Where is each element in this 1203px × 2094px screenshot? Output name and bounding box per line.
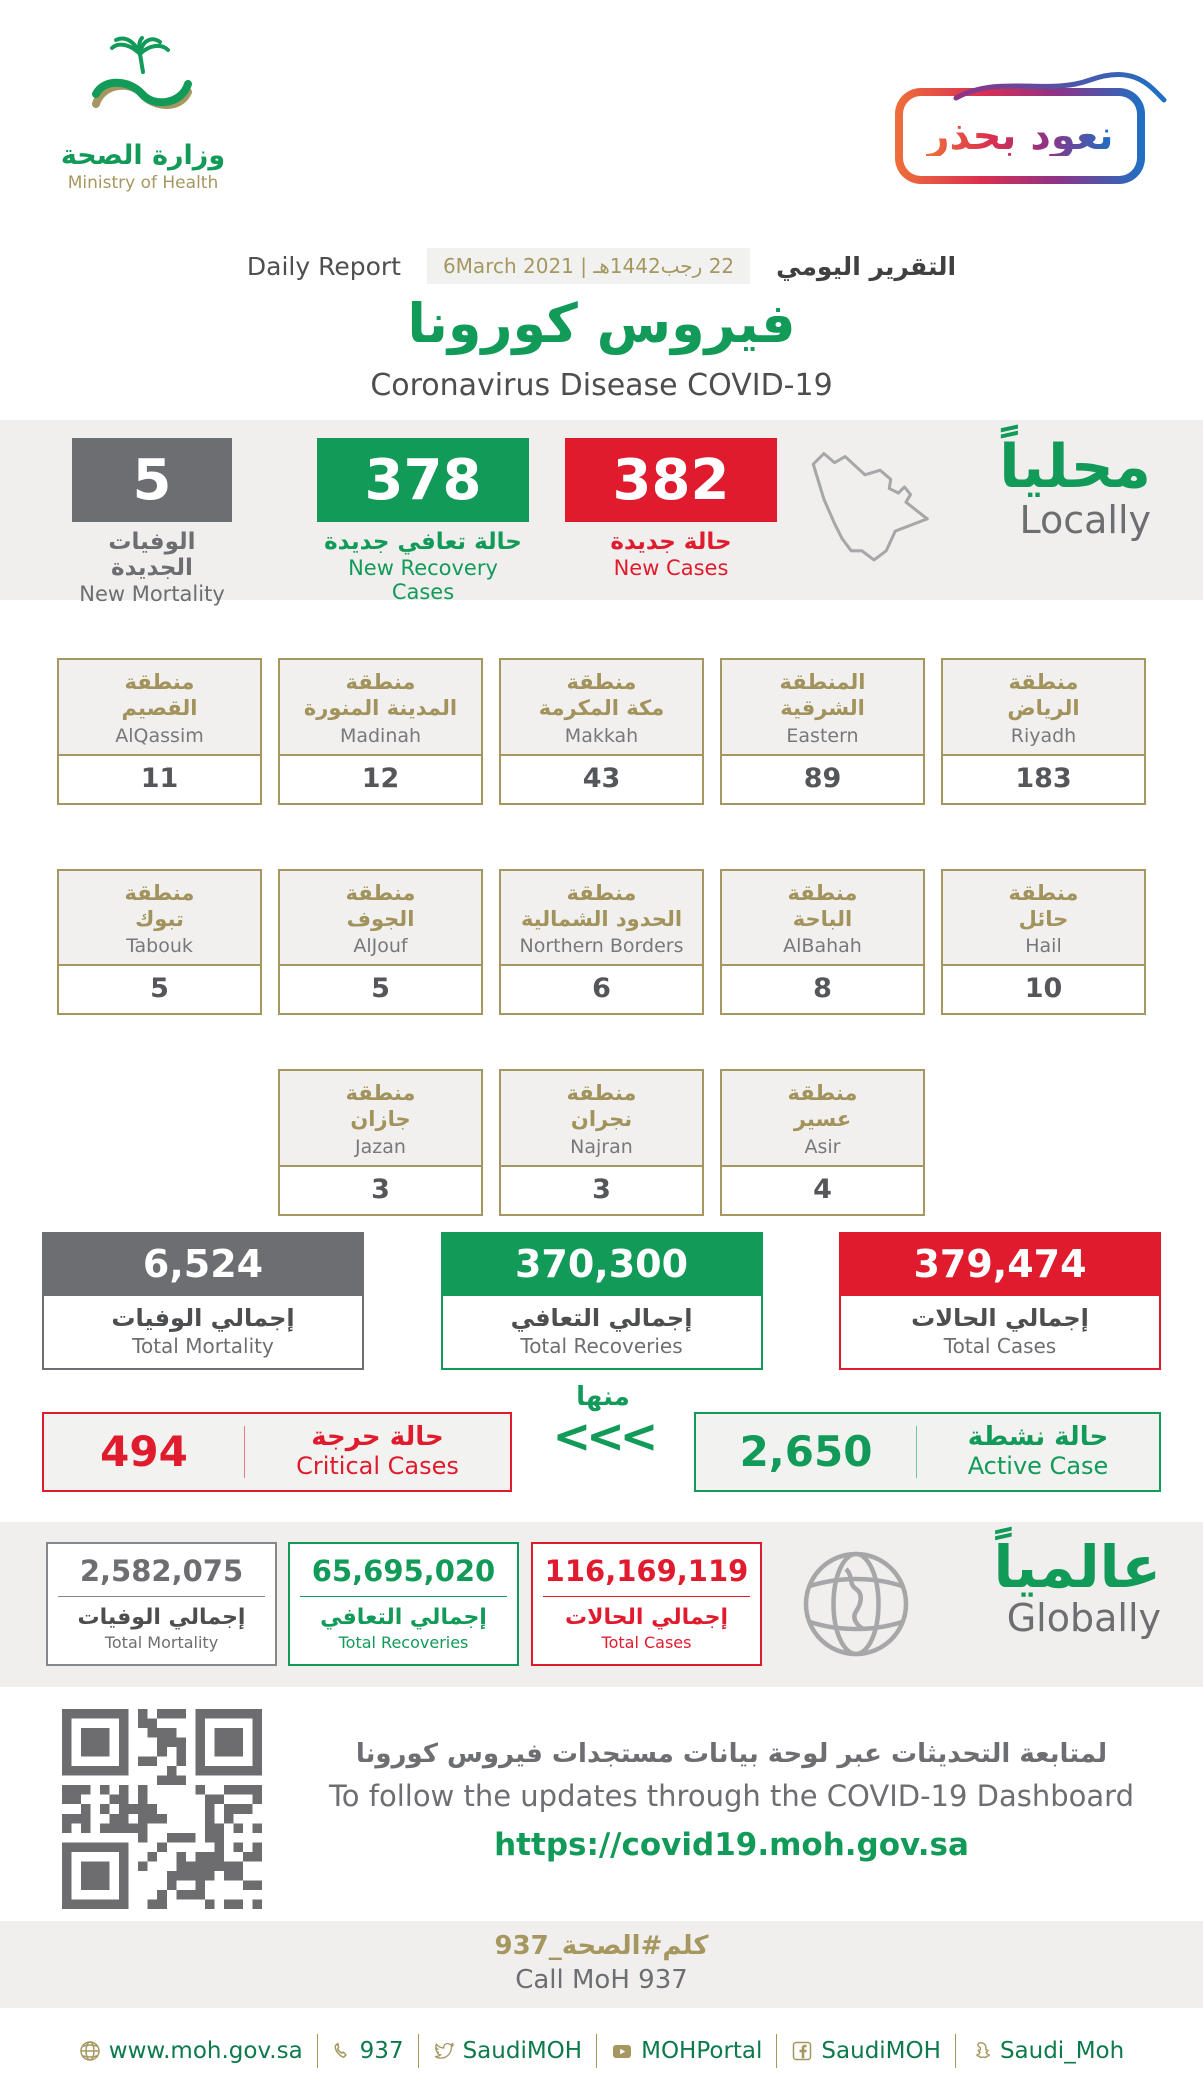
region-card-tabouk: [57, 869, 262, 1016]
region-value: 183: [943, 754, 1144, 803]
region-card-eastern: [720, 658, 925, 805]
region-ar-line1: منطقة: [1008, 670, 1079, 694]
locally-heading: [999, 434, 1151, 542]
phone-icon: [332, 2041, 352, 2061]
total-mortality-label-ar: إجمالي الوفيات: [111, 1303, 295, 1332]
contact-snapchat[interactable]: [956, 2038, 1138, 2064]
region-en: Riyadh: [1010, 724, 1077, 747]
contact-twitter[interactable]: [419, 2038, 597, 2064]
global-cases-value: 116,169,119: [544, 1553, 749, 1588]
globally-heading-ar: عالمياً: [993, 1532, 1161, 1601]
new-recoveries-label-ar: حالة تعافي جديدة: [324, 529, 522, 555]
region-en: Northern Borders: [519, 935, 684, 957]
moh-palm-logo-icon: [68, 38, 218, 134]
youtube-handle: MOHPortal: [641, 2037, 763, 2064]
return-with-caution-badge: [895, 88, 1145, 184]
page-title-arabic: فيروس كورونا: [407, 292, 796, 355]
new-mortality-value: 5: [72, 438, 232, 522]
global-recoveries-label-en: Total Recoveries: [338, 1632, 469, 1652]
globe-icon: [796, 1544, 916, 1664]
dashboard-line-ar: لمتابعة التحديثات عبر لوحة بيانات مستجدات فيروس كورونا: [355, 1738, 1108, 1769]
region-value: 5: [59, 964, 260, 1013]
website-url: www.moh.gov.sa: [108, 2037, 303, 2064]
new-cases-value: 382: [565, 438, 777, 522]
divider: [543, 1596, 750, 1597]
new-recoveries-stat: [317, 438, 529, 604]
total-cases-label-ar: إجمالي الحالات: [911, 1303, 1089, 1332]
contact-facebook[interactable]: [777, 2038, 955, 2064]
region-ar-line2: المدينة المنورة: [303, 696, 458, 721]
total-cases-label-en: Total Cases: [943, 1333, 1057, 1358]
region-card-jazan: [278, 1069, 483, 1216]
region-ar-line2: الرياض: [1007, 696, 1080, 721]
divider: [300, 1596, 507, 1597]
total-mortality-card: [42, 1232, 364, 1370]
call-moh-ar: كلم#الصحة_937: [494, 1930, 709, 1961]
page-title-english: Coronavirus Disease COVID-19: [370, 368, 833, 403]
youtube-icon: [611, 2040, 633, 2062]
region-ar-line1: منطقة: [787, 1081, 858, 1105]
report-date: 22 رجب1442هـ | 6March 2021: [427, 248, 750, 284]
facebook-icon: [791, 2040, 813, 2062]
badge-slogan: نعود بحذر: [926, 113, 1114, 159]
region-value: 43: [501, 754, 702, 803]
critical-cases-label-ar: حالة حرجة: [311, 1421, 444, 1452]
facebook-handle: SaudiMOH: [821, 2037, 941, 2064]
locally-heading-ar: محلياً: [999, 432, 1151, 502]
region-ar-line2: حائل: [1018, 906, 1069, 931]
region-en: AlQassim: [115, 724, 204, 747]
region-en: Asir: [804, 1135, 841, 1158]
total-recoveries-card: [441, 1232, 763, 1370]
region-card-najran: [499, 1069, 704, 1216]
region-ar-line1: منطقة: [345, 670, 416, 694]
contact-website[interactable]: [65, 2038, 317, 2064]
divider: [58, 1596, 265, 1597]
region-ar-line1: منطقة: [787, 880, 858, 905]
region-row-2: [0, 869, 1203, 1016]
region-value: 12: [280, 754, 481, 803]
dashboard-url-link[interactable]: https://covid19.moh.gov.sa: [494, 1826, 969, 1863]
of-which-label: منها: [576, 1381, 630, 1412]
locally-section: [0, 420, 1203, 606]
region-en: Tabouk: [126, 935, 193, 957]
saudi-arabia-map-icon: [795, 434, 947, 584]
region-card-madinah: [278, 658, 483, 805]
ministry-name-arabic: وزارة الصحة: [60, 140, 226, 171]
new-cases-label-ar: حالة جديدة: [610, 529, 732, 555]
region-ar-line1: منطقة: [566, 1081, 637, 1105]
globally-heading: [993, 1532, 1161, 1641]
new-mortality-label-en: New Mortality: [79, 582, 225, 606]
total-cases-card: [839, 1232, 1161, 1370]
new-cases-stat: [565, 438, 777, 580]
total-recoveries-label-ar: إجمالي التعافي: [510, 1303, 693, 1332]
region-card-makkah: [499, 658, 704, 805]
badge-swoosh-icon: [950, 70, 1170, 104]
badge-inner: [903, 96, 1137, 176]
region-en: Madinah: [339, 724, 422, 747]
region-value: 89: [722, 754, 923, 803]
snapchat-icon: [970, 2040, 992, 2062]
region-value: 8: [722, 964, 923, 1013]
region-ar-line1: منطقة: [345, 880, 416, 905]
region-ar-line1: منطقة: [124, 880, 195, 905]
critical-cases-label-en: Critical Cases: [296, 1451, 459, 1480]
region-en: Najran: [570, 1135, 633, 1158]
region-ar-line1: منطقة: [566, 670, 637, 694]
region-value: 10: [943, 964, 1144, 1013]
new-cases-label-en: New Cases: [613, 556, 729, 580]
region-value: 11: [59, 754, 260, 803]
region-card-asir: [720, 1069, 925, 1216]
region-card-albahah: [720, 869, 925, 1016]
global-mortality-label-ar: إجمالي الوفيات: [77, 1604, 246, 1630]
totals-row: [42, 1232, 1161, 1370]
total-recoveries-value: 370,300: [441, 1232, 763, 1296]
contact-youtube[interactable]: [597, 2038, 776, 2064]
new-recoveries-value: 378: [317, 438, 529, 522]
dashboard-section: [0, 1687, 1203, 1921]
snapchat-handle: Saudi_Moh: [999, 2037, 1125, 2064]
global-cases-label-en: Total Cases: [601, 1632, 692, 1652]
active-cases-box: [694, 1412, 1161, 1492]
dashboard-text: [300, 1739, 1163, 1863]
ministry-name-english: Ministry of Health: [67, 173, 219, 193]
global-mortality-label-en: Total Mortality: [104, 1632, 219, 1652]
daily-report-label-ar: التقرير اليومي: [776, 251, 957, 281]
region-en: Hail: [1025, 935, 1062, 957]
global-recoveries-card: [288, 1542, 519, 1666]
global-mortality-card: [46, 1542, 277, 1666]
region-row-3: [0, 1069, 1203, 1216]
contact-phone[interactable]: [318, 2038, 418, 2064]
region-ar-line2: جازان: [350, 1107, 411, 1132]
call-moh-band: [0, 1921, 1203, 2008]
active-cases-label-ar: حالة نشطة: [967, 1421, 1109, 1452]
daily-report-label-en: Daily Report: [246, 251, 401, 281]
moh-logo: [58, 38, 228, 193]
region-ar-line1: المنطقة: [779, 670, 866, 694]
global-cases-card: [531, 1542, 762, 1666]
region-en: Makkah: [564, 724, 639, 747]
region-ar-line1: منطقة: [124, 670, 195, 694]
region-ar-line2: الباحة: [792, 906, 853, 931]
global-recoveries-label-ar: إجمالي التعافي: [320, 1604, 487, 1630]
region-card-alqassim: [57, 658, 262, 805]
region-card-riyadh: [941, 658, 1146, 805]
region-row-1: [0, 658, 1203, 805]
region-value: 3: [501, 1165, 702, 1214]
date-row: [0, 248, 1203, 284]
locally-heading-en: Locally: [1019, 498, 1151, 542]
new-mortality-stat: [72, 438, 232, 606]
region-value: 5: [280, 964, 481, 1013]
region-card-hail: [941, 869, 1146, 1016]
region-ar-line1: منطقة: [1008, 880, 1079, 905]
region-en: AlJouf: [353, 935, 408, 957]
region-ar-line2: الشرقية: [780, 696, 865, 721]
region-ar-line2: القصيم: [121, 696, 198, 721]
chevrons-left-icon: <<<: [552, 1408, 654, 1463]
globe-icon: [79, 2040, 101, 2062]
new-recoveries-label-en: New Recovery Cases: [348, 556, 498, 604]
region-ar-line1: منطقة: [566, 880, 637, 905]
global-cases-label-ar: إجمالي الحالات: [565, 1604, 728, 1630]
call-moh-en: Call MoH 937: [515, 1964, 688, 1995]
globally-heading-en: Globally: [1006, 1596, 1161, 1641]
dashboard-line-en: To follow the updates through the COVID-19 Dashboard: [329, 1778, 1134, 1813]
region-card-northern-borders: [499, 869, 704, 1016]
region-en: Jazan: [355, 1135, 406, 1158]
region-ar-line1: منطقة: [345, 1081, 416, 1105]
header: [0, 0, 1203, 420]
region-ar-line2: الحدود الشمالية: [520, 906, 683, 931]
region-ar-line2: مكة المكرمة: [538, 696, 665, 721]
active-cases-label-en: Active Case: [967, 1451, 1109, 1480]
critical-cases-box: [42, 1412, 512, 1492]
critical-cases-value: 494: [100, 1427, 188, 1476]
region-card-aljouf: [278, 869, 483, 1016]
total-recoveries-label-en: Total Recoveries: [520, 1333, 683, 1358]
region-en: Eastern: [786, 724, 859, 747]
twitter-handle: SaudiMOH: [462, 2037, 583, 2064]
region-ar-line2: تبوك: [135, 906, 184, 931]
global-mortality-value: 2,582,075: [79, 1553, 244, 1588]
region-ar-line2: نجران: [570, 1107, 633, 1132]
total-mortality-value: 6,524: [42, 1232, 364, 1296]
region-value: 6: [501, 964, 702, 1013]
twitter-icon: [433, 2040, 455, 2062]
new-mortality-label-ar: الوفيات الجديدة: [108, 529, 196, 581]
active-cases-value: 2,650: [739, 1427, 873, 1476]
region-value: 3: [280, 1165, 481, 1214]
globally-section: [0, 1522, 1203, 1687]
region-ar-line2: الجوف: [346, 906, 415, 931]
breakdown-row: [42, 1382, 1161, 1494]
of-which-connector: [512, 1381, 694, 1463]
total-mortality-label-en: Total Mortality: [132, 1333, 274, 1358]
region-value: 4: [722, 1165, 923, 1214]
region-ar-line2: عسير: [793, 1107, 852, 1132]
global-recoveries-value: 65,695,020: [311, 1553, 496, 1588]
phone-number: 937: [359, 2037, 404, 2064]
total-cases-value: 379,474: [839, 1232, 1161, 1296]
region-en: AlBahah: [783, 935, 862, 957]
qr-code-icon: [62, 1709, 262, 1909]
contacts-footer: [0, 2008, 1203, 2094]
